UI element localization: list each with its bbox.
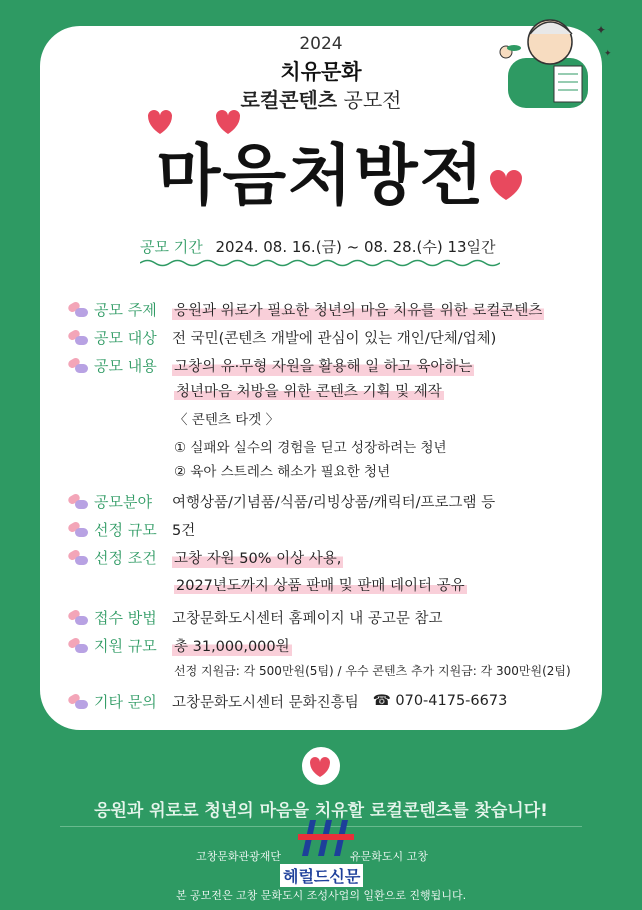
item-application: 접수 방법 고창문화도시센터 홈페이지 내 공고문 참고: [66, 606, 443, 628]
target-item-1: ① 실패와 실수의 경험을 딛고 성장하려는 청년: [174, 440, 447, 456]
item-content-line2: 청년마음 처방을 위한 콘텐츠 기획 및 제작: [176, 384, 442, 400]
heart-mascot-icon: [296, 744, 346, 788]
contest-period: [140, 236, 496, 257]
page-title: 마음처방전: [156, 137, 486, 214]
target-item-2: ② 육아 스트레스 해소가 필요한 청년: [174, 464, 391, 480]
svg-text:✦: ✦: [604, 49, 612, 59]
pill-icon: [66, 691, 94, 711]
item-selection-conditions: 선정 조건 고창 자원 50% 이상 사용,: [66, 546, 343, 568]
year-label: 2024: [299, 34, 343, 54]
pill-icon: [66, 327, 94, 347]
item-funding: 지원 규모 총 31,000,000원: [66, 634, 292, 656]
pill-icon: [66, 491, 94, 511]
pill-icon: [66, 547, 94, 567]
herald-logo-icon: [296, 812, 356, 864]
item-topic: 공모 주제 응원과 위로가 필요한 청년의 마음 치유를 위한 로컬콘텐츠: [66, 298, 544, 320]
item-contact: 기타 문의 고창문화도시센터 문화진흥팀 ☎ 070-4175-6673: [66, 690, 507, 712]
item-conditions-line2: 2027년도까지 상품 판매 및 판매 데이터 공유: [176, 578, 465, 594]
slogan: 응원과 위로로 청년의 마음을 치유할 로컬콘텐츠를 찾습니다!: [94, 801, 548, 821]
period-value: 2024. 08. 16.(금) ~ 08. 28.(수) 13일간: [215, 238, 496, 256]
target-heading: 〈 콘텐츠 타겟 〉: [174, 412, 280, 428]
item-selection-count: 선정 규모 5건: [66, 518, 195, 540]
item-eligibility: 공모 대상 전 국민(콘텐츠 개발에 관심이 있는 개인/단체/업체): [66, 326, 496, 348]
herald-logo-text: 헤럴드신문: [280, 864, 363, 887]
pill-icon: [66, 519, 94, 539]
wavy-underline: [140, 258, 500, 268]
pill-icon: [66, 607, 94, 627]
item-fields: 공모분야 여행상품/기념품/식품/리빙상품/캐릭터/프로그램 등: [66, 490, 495, 512]
funding-note: 선정 지원금: 각 500만원(5팀) / 우수 콘텐츠 추가 지원금: 각 300만원(2팀): [174, 664, 571, 678]
pill-icon: [66, 299, 94, 319]
svg-text:✦: ✦: [596, 23, 607, 37]
period-label: 공모 기간: [140, 238, 203, 256]
pill-icon: [66, 355, 94, 375]
logo-culture-city: 유문화도시 고창: [350, 850, 428, 863]
item-content: 공모 내용 고창의 유·무형 자원을 활용해 일 하고 육아하는: [66, 354, 474, 376]
contact-phone: ☎ 070-4175-6673: [372, 693, 508, 709]
footer-note: 본 공모전은 고창 문화도시 조성사업의 일환으로 진행됩니다.: [175, 889, 467, 902]
pill-icon: [66, 635, 94, 655]
subtitle-healing-culture: 치유문화: [280, 60, 362, 84]
logo-gochang-foundation: 고창문화관광재단: [196, 850, 282, 863]
subtitle-contest: 로컬콘텐츠 공모전: [240, 88, 402, 112]
